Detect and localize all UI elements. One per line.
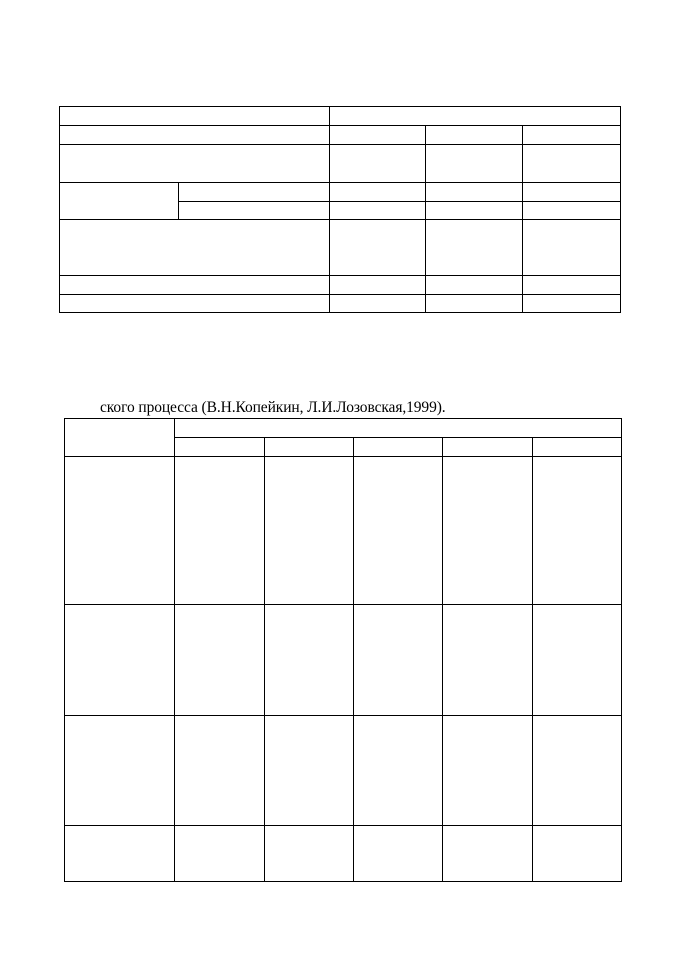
table-cell: [523, 202, 621, 220]
lower-table: [64, 418, 622, 882]
table-cell: [523, 295, 621, 313]
table-caption: ского процесса (В.Н.Копейкин, Л.И.Лозовская,1999).: [100, 399, 446, 416]
table-cell: [265, 605, 354, 716]
table-cell: [426, 126, 523, 145]
table-cell: [533, 716, 622, 826]
table-cell: [426, 202, 523, 220]
table-cell: [523, 276, 621, 295]
table-cell: [175, 419, 622, 438]
table-cell: [175, 438, 265, 457]
table-cell: [330, 183, 426, 202]
table-cell: [175, 826, 265, 882]
table-row: [60, 126, 621, 145]
table-cell: [179, 183, 330, 202]
table-row: [65, 457, 622, 605]
table-row: [65, 419, 622, 438]
table-cell: [330, 202, 426, 220]
table-cell: [60, 295, 330, 313]
table-cell: [533, 826, 622, 882]
table-cell: [65, 826, 175, 882]
table-cell: [179, 202, 330, 220]
table-cell: [443, 438, 533, 457]
table-row: [65, 716, 622, 826]
table-row: [60, 145, 621, 183]
table-cell: [265, 716, 354, 826]
table-row: [60, 295, 621, 313]
table-row: [60, 183, 621, 202]
upper-table: [59, 106, 621, 313]
table-cell: [175, 716, 265, 826]
table-cell: [426, 276, 523, 295]
table-cell: [65, 605, 175, 716]
table-cell: [443, 605, 533, 716]
table-cell: [523, 220, 621, 276]
table-cell: [426, 295, 523, 313]
table-cell: [65, 457, 175, 605]
table-row: [60, 276, 621, 295]
table-cell: [330, 126, 426, 145]
table-cell: [175, 457, 265, 605]
table-cell: [533, 605, 622, 716]
table-cell: [265, 826, 354, 882]
table-row: [60, 220, 621, 276]
table-cell: [60, 183, 179, 220]
table-cell: [523, 145, 621, 183]
table-row: [60, 107, 621, 126]
table-cell: [330, 295, 426, 313]
table-cell: [354, 716, 443, 826]
table-row: [65, 605, 622, 716]
table-cell: [443, 457, 533, 605]
table-row: [65, 826, 622, 882]
table-cell: [533, 457, 622, 605]
table-cell: [60, 145, 330, 183]
table-cell: [60, 220, 330, 276]
table-cell: [426, 145, 523, 183]
table-cell: [523, 126, 621, 145]
table-cell: [60, 276, 330, 295]
table-cell: [330, 145, 426, 183]
table-cell: [354, 605, 443, 716]
table-cell: [330, 276, 426, 295]
table-cell: [354, 826, 443, 882]
table-cell: [175, 605, 265, 716]
table-cell: [60, 126, 330, 145]
table-cell: [533, 438, 622, 457]
table-cell: [426, 183, 523, 202]
table-cell: [330, 220, 426, 276]
table-cell: [523, 183, 621, 202]
table-cell: [65, 419, 175, 457]
table-cell: [354, 438, 443, 457]
table-cell: [265, 438, 354, 457]
table-cell: [354, 457, 443, 605]
table-cell: [330, 107, 621, 126]
table-cell: [443, 826, 533, 882]
table-cell: [265, 457, 354, 605]
table-cell: [426, 220, 523, 276]
table-cell: [443, 716, 533, 826]
table-cell: [60, 107, 330, 126]
table-cell: [65, 716, 175, 826]
